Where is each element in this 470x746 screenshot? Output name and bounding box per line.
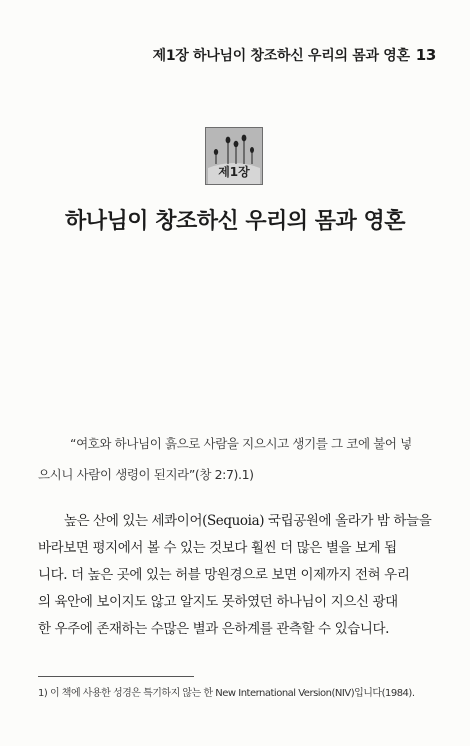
chapter-number-label: 제1장 — [218, 165, 250, 179]
epigraph-quote — [38, 428, 433, 490]
running-header-title: 제1장 하나님이 창조하신 우리의 몸과 영혼 — [152, 48, 410, 64]
body-line: 의 육안에 보이지도 않고 알지도 못하였던 하나님이 지으신 광대 — [38, 594, 398, 610]
epigraph-line: 으시니 사람이 생령이 된지라”(창 2:7).1) — [38, 467, 254, 482]
body-line: 바라보면 평지에서 볼 수 있는 것보다 훨씬 더 많은 별을 보게 됩 — [38, 540, 397, 556]
footnote: 1) 이 책에 사용한 성경은 특기하지 않는 한 New International Version(NIV)입니다(1984). — [38, 688, 415, 699]
body-line: 높은 산에 있는 세콰이어(Sequoia) 국립공원에 올라가 밤 하늘을 — [64, 513, 432, 529]
body-line: 니다. 더 높은 곳에 있는 허블 망원경으로 보면 이제까지 전혀 우리 — [38, 567, 410, 583]
chapter-badge — [205, 127, 263, 185]
footnote-divider — [38, 676, 194, 677]
page-number: 13 — [415, 46, 436, 64]
running-header — [153, 45, 436, 65]
chapter-title: 하나님이 창조하신 우리의 몸과 영혼 — [65, 209, 405, 234]
body-paragraph — [38, 508, 438, 643]
body-line: 한 우주에 존재하는 수많은 별과 은하계를 관측할 수 있습니다. — [38, 621, 390, 637]
epigraph-line: “여호와 하나님이 흙으로 사람을 지으시고 생기를 그 코에 불어 넣 — [70, 436, 412, 451]
